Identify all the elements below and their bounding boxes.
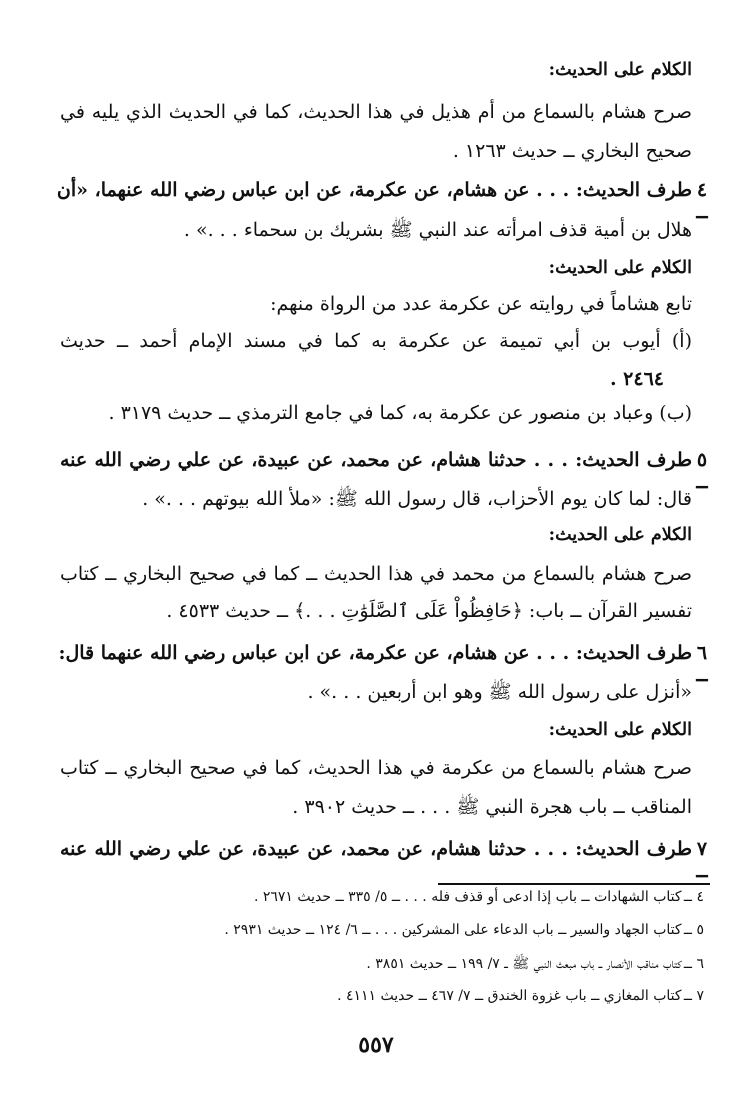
footnote-number: ٥ ــ [683, 922, 704, 938]
text-line: طرف الحديث: . . . عن هشام، عن عكرمة، عن ابن عباس رضي الله عنهما قال: [58, 642, 692, 664]
footnote-item [180, 955, 704, 975]
section-heading: الكلام على الحديث: [548, 525, 692, 545]
section-heading: الكلام على الحديث: [548, 60, 692, 80]
section-heading: الكلام على الحديث: [548, 258, 692, 278]
text-line: صرح هشام بالسماع من أم هذيل في هذا الحديث، كما في الحديث الذي يليه في [60, 101, 692, 123]
text-line: (أ) أيوب بن أبي تميمة عن عكرمة به كما في مسند الإمام أحمد ــ حديث [60, 330, 692, 352]
footnote-text: كتاب الشهادات ــ باب إذا ادعى أو قذف فله . . . ــ ٥/ ٣٣٥ ــ حديث ٢٦٧١ . [253, 889, 682, 905]
text-line: «أنزل على رسول الله ﷺ وهو ابن أربعين . . .» . [307, 681, 692, 703]
footnote-text: كتاب الجهاد والسير ــ باب الدعاء على المشركين . . . ــ ٦/ ١٢٤ ــ حديث ٢٩٣١ . [224, 922, 682, 938]
text-line: تابع هشاماً في روايته عن عكرمة عدد من الرواة منهم: [270, 293, 692, 315]
footnote-item [180, 889, 704, 905]
footnote-text: كتاب المغازي ــ باب غزوة الخندق ــ ٧/ ٤٦٧ ــ حديث ٤١١١ . [337, 988, 682, 1004]
item-number: ٧ ــ [696, 838, 708, 882]
item-number: ٤ ــ [696, 179, 708, 223]
text-line: صرح هشام بالسماع من محمد في هذا الحديث ــ كما في صحيح البخاري ــ كتاب [60, 563, 692, 585]
text-line: تفسير القرآن ــ باب: ﴿حَافِظُواْ عَلَى ٱلصَّلَوَٰتِ . . .﴾ ــ حديث ٤٥٣٣ . [166, 600, 692, 622]
text-line: المناقب ــ باب هجرة النبي ﷺ . . . ــ حديث ٣٩٠٢ . [292, 796, 692, 818]
page-number: ٥٥٧ [358, 1032, 394, 1058]
item-number: ٥ ــ [696, 449, 708, 493]
footnote-number: ٦ ــ [683, 956, 704, 972]
footnote-number: ٤ ــ [683, 889, 704, 905]
section-heading: الكلام على الحديث: [548, 720, 692, 740]
footnote-item [180, 922, 704, 938]
text-line: صرح هشام بالسماع من عكرمة في هذا الحديث، كما في صحيح البخاري ــ كتاب [60, 757, 692, 779]
item-number: ٦ ــ [696, 642, 708, 686]
text-line: ٢٤٦٤ . [609, 368, 664, 390]
footnote-item [180, 988, 704, 1004]
text-line: طرف الحديث: . . . حدثنا هشام، عن محمد، عن عبيدة، عن علي رضي الله عنه [60, 838, 692, 860]
text-line: صحيح البخاري ــ حديث ١٢٦٣ . [452, 140, 692, 162]
footnote-number: ٧ ــ [683, 988, 704, 1004]
text-line: هلال بن أمية قذف امرأته عند النبي ﷺ بشريك بن سحماء . . .» . [183, 219, 692, 241]
text-line: طرف الحديث: . . . عن هشام، عن عكرمة، عن ابن عباس رضي الله عنهما، «أن [56, 179, 692, 201]
text-line: طرف الحديث: . . . حدثنا هشام، عن محمد، عن عبيدة، عن علي رضي الله عنه [60, 449, 692, 471]
text-line: قال: لما كان يوم الأحزاب، قال رسول الله ﷺ: «ملأ الله بيوتهم . . .» . [142, 488, 692, 510]
footnote-text: كتاب مناقب الأنصار ــ باب مبعث النبي ﷺ ــ ٧/ ١٩٩ ــ حديث ٣٨٥١ . [366, 956, 682, 972]
text-line: (ب) وعباد بن منصور عن عكرمة به، كما في جامع الترمذي ــ حديث ٣١٧٩ . [108, 402, 692, 424]
footnote-divider [438, 883, 710, 885]
